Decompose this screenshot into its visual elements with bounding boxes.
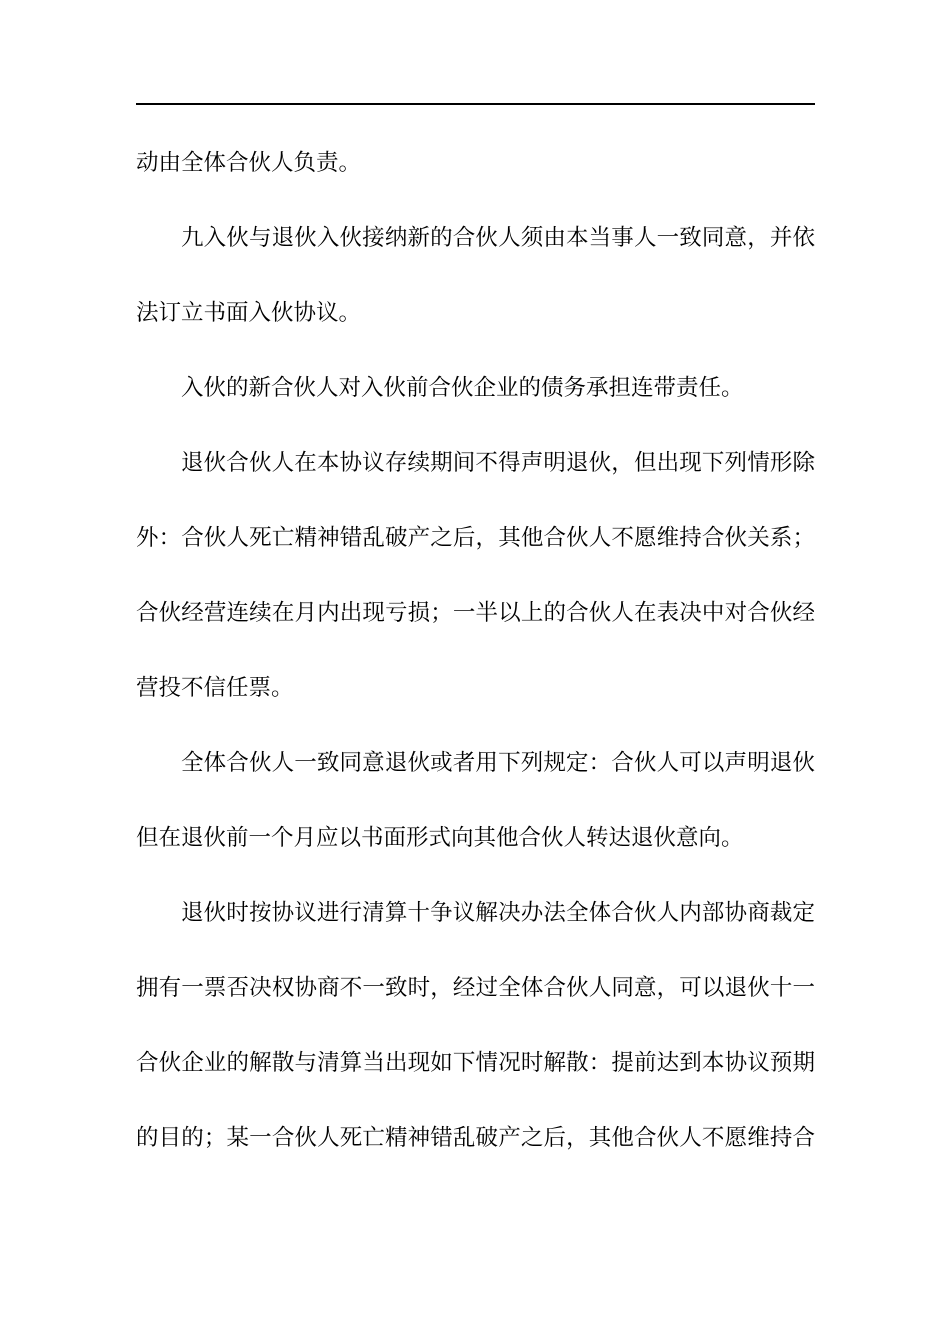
text-line: 拥有一票否决权协商不一致时，经过全体合伙人同意，可以退伙十一 — [136, 975, 815, 1001]
text-line: 外：合伙人死亡精神错乱破产之后，其他合伙人不愿维持合伙关系； — [136, 525, 815, 551]
text-line: 退伙合伙人在本协议存续期间不得声明退伙，但出现下列情形除 — [181, 450, 815, 476]
text-line: 全体合伙人一致同意退伙或者用下列规定：合伙人可以声明退伙 — [181, 750, 815, 776]
text-line: 入伙的新合伙人对入伙前合伙企业的债务承担连带责任。 — [181, 375, 744, 401]
text-line: 合伙企业的解散与清算当出现如下情况时解散：提前达到本协议预期 — [136, 1050, 815, 1076]
text-line: 营投不信任票。 — [136, 675, 294, 701]
text-line: 的目的；某一合伙人死亡精神错乱破产之后，其他合伙人不愿维持合 — [136, 1125, 815, 1151]
header-rule — [136, 103, 815, 105]
text-line: 退伙时按协议进行清算十争议解决办法全体合伙人内部协商裁定 — [181, 900, 815, 926]
text-line: 动由全体合伙人负责。 — [136, 150, 362, 176]
text-line: 合伙经营连续在月内出现亏损；一半以上的合伙人在表决中对合伙经 — [136, 600, 815, 626]
text-line: 九入伙与退伙入伙接纳新的合伙人须由本当事人一致同意，并依 — [181, 225, 815, 251]
text-line: 法订立书面入伙协议。 — [136, 300, 362, 326]
text-line: 但在退伙前一个月应以书面形式向其他合伙人转达退伙意向。 — [136, 825, 744, 851]
